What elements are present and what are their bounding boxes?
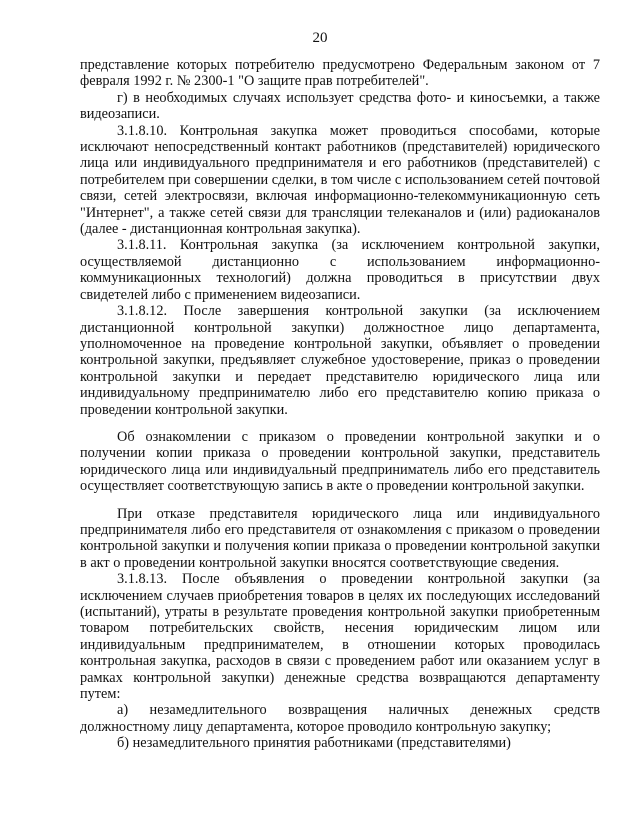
paragraph-item-b: б) незамедлительного принятия работниками (представителями) [117, 735, 511, 752]
paragraph-item-g: г) в необходимых случаях использует средства фото- и киносъемки, а также видеозаписи. [80, 89, 600, 123]
paragraph-3-1-8-10: 3.1.8.10. Контрольная закупка может проводиться способами, которые исключают непосредственный контакт работников (представителей) юридического лица или индивидуального предпринимателя и его работников (представителей) с потребителем при совершении сделки, в том числе с использованием сетей почтовой связи, сетей электросвязи, включая информационно-телекоммуникационную сеть "Интернет", а также сетей связи для трансляции телеканалов и (или) радиоканалов (далее - дистанционная контрольная закупка). [80, 122, 600, 238]
document-body [80, 57, 600, 752]
paragraph-refusal: При отказе представителя юридического лица или индивидуального предпринимателя либо его представителя от ознакомления с приказом о проведении контрольной закупки и получения копии приказа о проведении контрольной закупки в акт о проведении контрольной закупки вносятся соответствующие сведения. [80, 505, 600, 571]
paragraph-acknowledgement: Об ознакомлении с приказом о проведении контрольной закупки и о получении копии приказа о проведении контрольной закупки, представитель юридического лица или индивидуальный предприниматель либо его представитель осуществляет соответствующую запись в акте о проведении контрольной закупки. [80, 428, 600, 495]
paragraph-3-1-8-12: 3.1.8.12. После завершения контрольной закупки (за исключением дистанционной контрольной закупки) должностное лицо департамента, уполномоченное на проведение контрольной закупки, объявляет о проведении контрольной закупки, предъявляет служебное удостоверение, приказ о проведении контрольной закупки и передает представителю юридического лица или индивидуальному предпринимателю либо его представителю копию приказа о проведении контрольной закупки. [80, 303, 600, 418]
page-number: 20 [312, 30, 328, 46]
paragraph-3-1-8-11: 3.1.8.11. Контрольная закупка (за исключением контрольной закупки, осуществляемой дистанционно с использованием информационно-коммуникационных технологий) должна проводиться в присутствии двух свидетелей либо с применением видеозаписи. [80, 237, 600, 303]
paragraph-3-1-8-13: 3.1.8.13. После объявления о проведении контрольной закупки (за исключением случаев приобретения товаров в целях их последующих исследований (испытаний), утраты в результате проведения контрольной закупки приобретенным товаром потребительских свойств, несения юридическим лицом или индивидуальным предпринимателем, в отношении которых проводилась контрольная закупка, расходов в связи с проведением работ или оказанием услуг в рамках контрольной закупки) денежные средства возвращаются департаменту путем: [80, 571, 600, 703]
paragraph-continuation: представление которых потребителю предусмотрено Федеральным законом от 7 февраля 1992 г. № 2300-1 "О защите прав потребителей". [80, 57, 600, 90]
paragraph-item-a: а) незамедлительного возвращения наличных денежных средств должностному лицу департамента, которое проводило контрольную закупку; [80, 702, 600, 735]
